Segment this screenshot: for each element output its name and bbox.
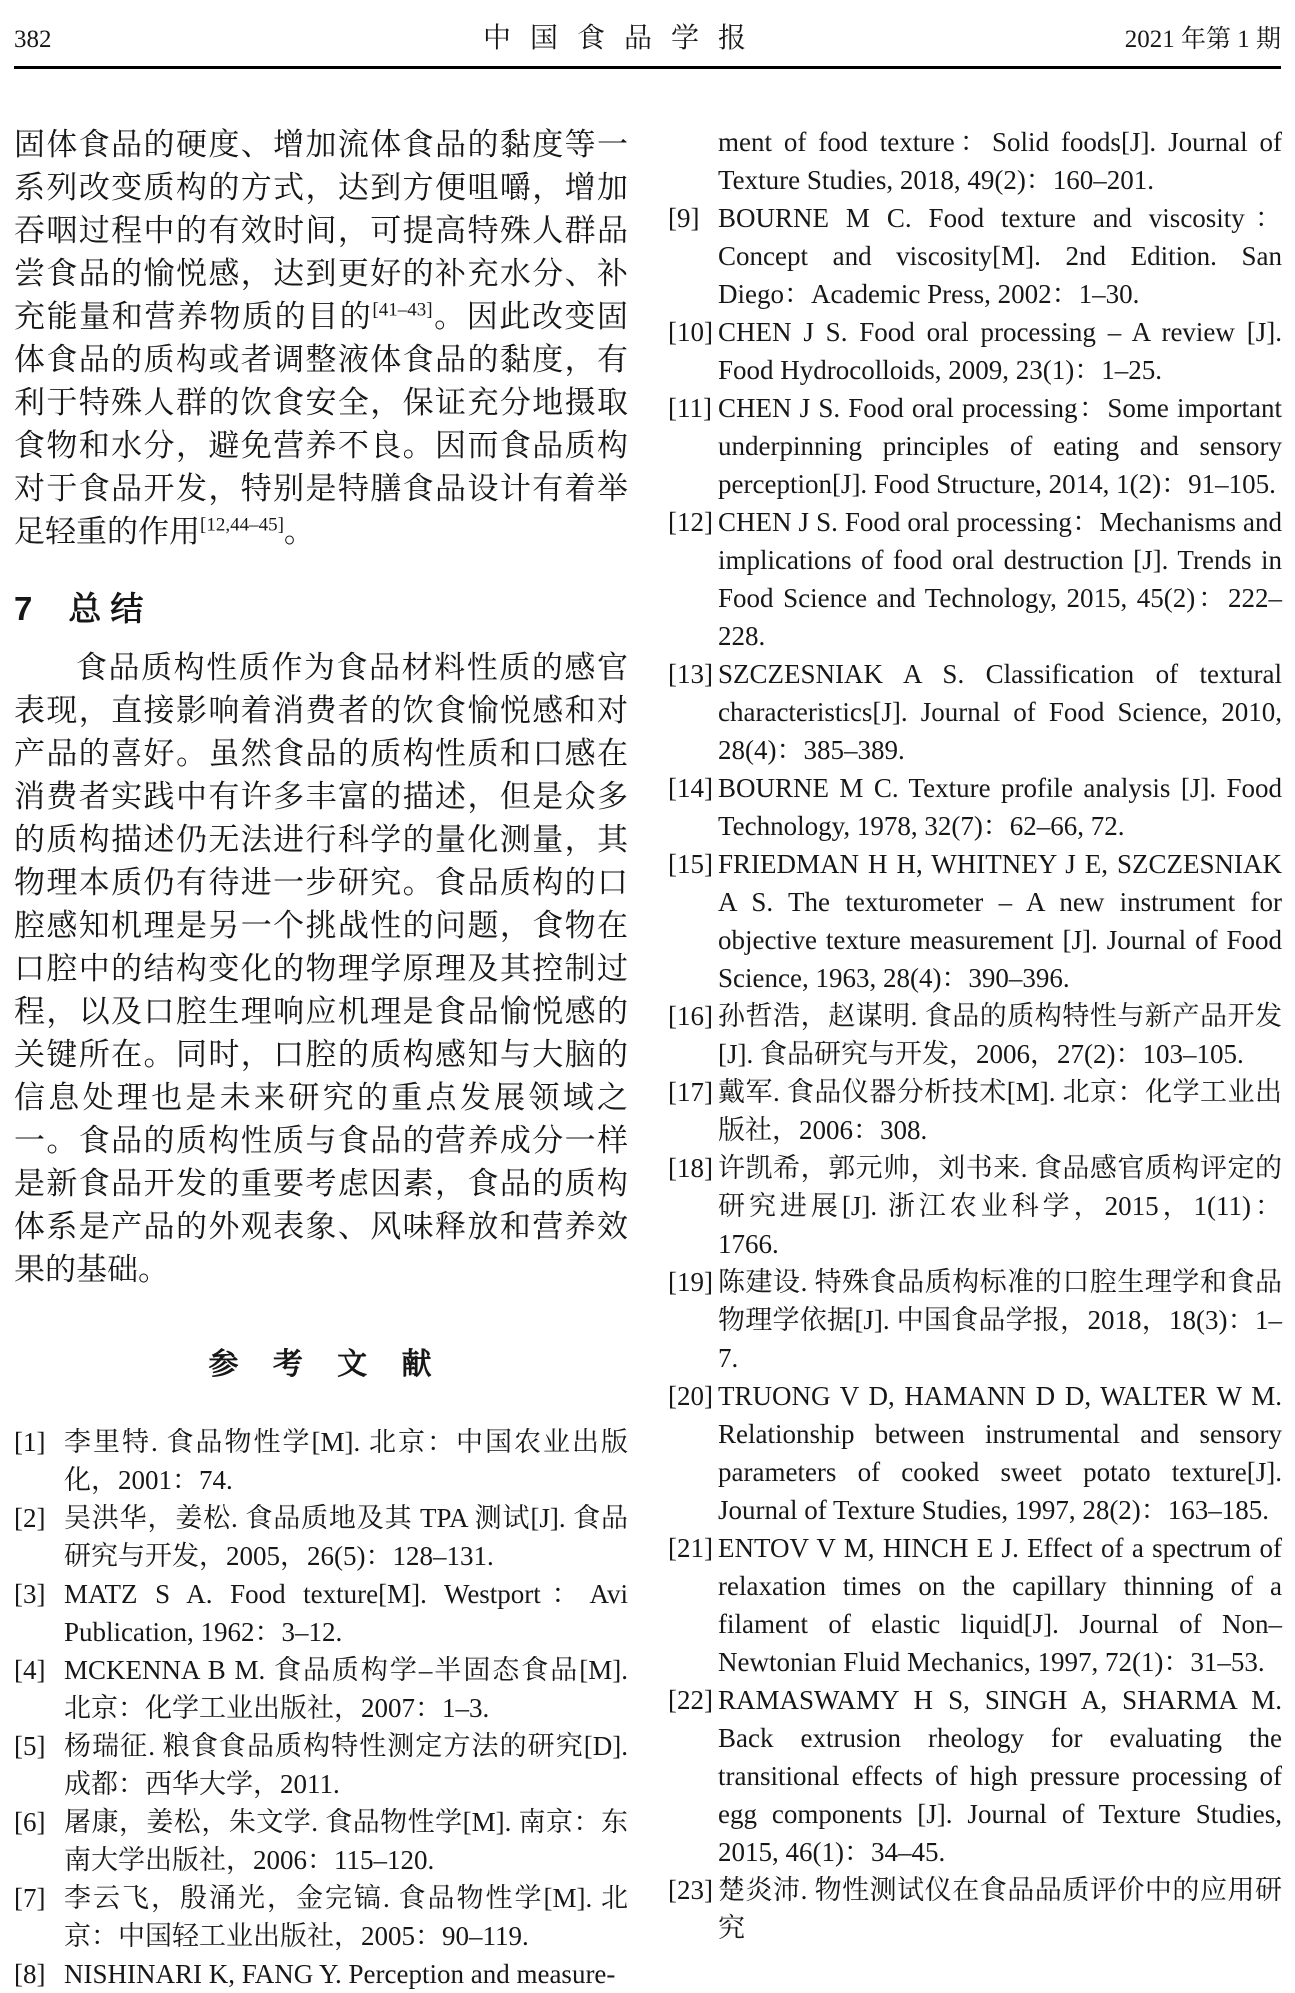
reference-text: RAMASWAMY H S, SINGH A, SHARMA M. Back extrusion rheology for evaluating the transitional effects of high pressure processing of egg components [J]. Journal of Texture Studies, 2015, 46(1)：34–45.: [718, 1685, 1282, 1867]
reference-text: 李云飞，殷涌光，金完镐. 食品物性学[M]. 北京：中国轻工业出版社，2005：90–119.: [64, 1883, 628, 1951]
reference-text: MATZ S A. Food texture[M]. Westport：Avi Publication, 1962：3–12.: [64, 1579, 628, 1647]
reference-text: ENTOV V M, HINCH E J. Effect of a spectrum of relaxation times on the capillary thinning of a filament of elastic liquid[J]. Journal of Non–Newtonian Fluid Mechanics, 1997, 72(1)：31–53.: [718, 1533, 1282, 1677]
reference-number: [4]: [14, 1655, 46, 1685]
reference-text: 吴洪华，姜松. 食品质地及其 TPA 测试[J]. 食品研究与开发，2005，26(5)：128–131.: [64, 1503, 628, 1571]
citation-superscript: [12,44–45]: [200, 514, 284, 536]
reference-text: CHEN J S. Food oral processing – A review [J]. Food Hydrocolloids, 2009, 23(1)：1–25.: [718, 317, 1282, 385]
page-number: 382: [14, 26, 52, 53]
reference-text: 戴军. 食品仪器分析技术[M]. 北京：化学工业出版社，2006：308.: [718, 1077, 1282, 1145]
reference-text: 楚炎沛. 物性测试仪在食品品质评价中的应用研究: [718, 1875, 1282, 1943]
reference-item: [668, 1529, 1282, 1681]
reference-item: [668, 1263, 1282, 1377]
reference-text: 陈建设. 特殊食品质构标准的口腔生理学和食品物理学依据[J]. 中国食品学报，2018，18(3)：1–7.: [718, 1267, 1282, 1373]
reference-item: [668, 655, 1282, 769]
paragraph-text: 。因此改变固体食品的质构或者调整液体食品的黏度，有利于特殊人群的饮食安全，保证充分地摄取食物和水分，避免营养不良。因而食品质构对于食品开发，特别是特膳食品设计有着举足轻重的作用: [14, 299, 629, 549]
reference-text: 许凯希，郭元帅，刘书来. 食品感官质构评定的研究进展[J]. 浙江农业科学，2015，1(11)：1766.: [718, 1153, 1282, 1259]
reference-number: [14]: [668, 773, 713, 803]
reference-item: [14, 1803, 628, 1879]
reference-number: [18]: [668, 1153, 713, 1183]
references-list-left: [14, 1423, 628, 1993]
right-column: [668, 123, 1282, 1993]
reference-text: MCKENNA B M. 食品质构学–半固态食品[M]. 北京：化学工业出版社，2007：1–3.: [64, 1655, 628, 1723]
reference-number: [11]: [668, 393, 712, 423]
section-title: 总结: [68, 590, 153, 627]
reference-text: 杨瑞征. 粮食食品质构特性测定方法的研究[D]. 成都：西华大学，2011.: [64, 1731, 628, 1799]
continuation-paragraph: [14, 123, 628, 553]
reference-number: [5]: [14, 1731, 46, 1761]
reference-number: [15]: [668, 849, 713, 879]
reference-number: [7]: [14, 1883, 46, 1913]
reference-number: [10]: [668, 317, 713, 347]
reference-text: ment of food texture：Solid foods[J]. Journal of Texture Studies, 2018, 49(2)：160–201.: [718, 127, 1282, 195]
reference-item: [668, 845, 1282, 997]
reference-item: [14, 1879, 628, 1955]
left-column: [14, 123, 628, 1993]
paragraph-text: 。: [283, 514, 315, 549]
reference-number: [3]: [14, 1579, 46, 1609]
reference-number: [13]: [668, 659, 713, 689]
journal-title: 中 国 食 品 学 报: [482, 23, 752, 54]
reference-item: [14, 1423, 628, 1499]
reference-item: [14, 1955, 628, 1993]
reference-text: FRIEDMAN H H, WHITNEY J E, SZCZESNIAK A S. The texturometer – A new instrument for objective texture measurement [J]. Journal of Food Science, 1963, 28(4)：390–396.: [718, 849, 1282, 993]
section-heading: [14, 583, 628, 630]
reference-item: [668, 769, 1282, 845]
references-heading: 参 考 文 献: [208, 1348, 434, 1381]
reference-number: [20]: [668, 1381, 713, 1411]
reference-item: [14, 1575, 628, 1651]
reference-item: [14, 1727, 628, 1803]
reference-number: [22]: [668, 1685, 713, 1715]
reference-text: BOURNE M C. Texture profile analysis [J]. Food Technology, 1978, 32(7)：62–66, 72.: [718, 773, 1282, 841]
reference-item: [668, 997, 1282, 1073]
reference-item: [668, 1871, 1282, 1947]
reference-text: BOURNE M C. Food texture and viscosity：Concept and viscosity[M]. 2nd Edition. San Diego：Academic Press, 2002：1–30.: [718, 203, 1282, 309]
paragraph-text: 固体食品的硬度、增加流体食品的黏度等一系列改变质构的方式，达到方便咀嚼，增加吞咽过程中的有效时间，可提高特殊人群品尝食品的愉悦感，达到更好的补充水分、补充能量和营养物质的目的: [14, 127, 628, 334]
reference-text: 孙哲浩，赵谋明. 食品的质构特性与新产品开发[J]. 食品研究与开发，2006，27(2)：103–105.: [718, 1001, 1282, 1069]
references-list-right: [668, 123, 1282, 1947]
reference-number: [16]: [668, 1001, 713, 1031]
reference-item: [668, 1377, 1282, 1529]
reference-number: [23]: [668, 1875, 713, 1905]
reference-text: TRUONG V D, HAMANN D D, WALTER W M. Relationship between instrumental and sensory parameters of cooked sweet potato texture[J]. Journal of Texture Studies, 1997, 28(2)：163–185.: [718, 1381, 1282, 1525]
reference-number: [9]: [668, 203, 700, 233]
summary-paragraph: 食品质构性质作为食品材料性质的感官表现，直接影响着消费者的饮食愉悦感和对产品的喜好。虽然食品的质构性质和口感在消费者实践中有许多丰富的描述，但是众多的质构描述仍无法进行科学的量化测量，其物理本质仍有待进一步研究。食品质构的口腔感知机理是另一个挑战性的问题，食物在口腔中的结构变化的物理学原理及其控制过程，以及口腔生理响应机理是食品愉悦感的关键所在。同时，口腔的质构感知与大脑的信息处理也是未来研究的重点发展领域之一。食品的质构性质与食品的营养成分一样是新食品开发的重要考虑因素，食品的质构体系是产品的外观表象、风味释放和营养效果的基础。: [14, 650, 628, 1287]
reference-item: [668, 1149, 1282, 1263]
reference-number: [12]: [668, 507, 713, 537]
reference-item: [668, 1681, 1282, 1871]
reference-text: 李里特. 食品物性学[M]. 北京：中国农业出版化，2001：74.: [64, 1427, 628, 1495]
reference-number: [6]: [14, 1807, 46, 1837]
reference-item: [668, 313, 1282, 389]
reference-item: [14, 1651, 628, 1727]
reference-item: [14, 1499, 628, 1575]
issue-label: 2021 年第 1 期: [1124, 26, 1281, 53]
reference-number: [8]: [14, 1959, 46, 1989]
reference-item: [668, 123, 1282, 199]
reference-text: NISHINARI K, FANG Y. Perception and measure-: [64, 1959, 616, 1989]
reference-item: [668, 389, 1282, 503]
reference-number: [1]: [14, 1427, 46, 1457]
reference-item: [668, 503, 1282, 655]
reference-number: [21]: [668, 1533, 713, 1563]
page-header: [0, 0, 1295, 64]
reference-number: [19]: [668, 1267, 713, 1297]
citation-superscript: [41–43]: [372, 299, 433, 321]
reference-text: CHEN J S. Food oral processing：Some important underpinning principles of eating and sensory perception[J]. Food Structure, 2014, 1(2)：91–105.: [718, 393, 1282, 499]
reference-item: [668, 1073, 1282, 1149]
reference-text: 屠康，姜松，朱文学. 食品物性学[M]. 南京：东南大学出版社，2006：115–120.: [64, 1807, 628, 1875]
reference-text: CHEN J S. Food oral processing：Mechanisms and implications of food oral destruction [J]. Trends in Food Science and Technology, 2015, 45(2)：222–228.: [718, 507, 1282, 651]
reference-text: SZCZESNIAK A S. Classification of textural characteristics[J]. Journal of Food Science, 2010, 28(4)：385–389.: [718, 659, 1282, 765]
section-number: 7: [14, 590, 33, 627]
reference-number: [2]: [14, 1503, 46, 1533]
reference-number: [17]: [668, 1077, 713, 1107]
page-body: [0, 69, 1295, 1993]
reference-item: [668, 199, 1282, 313]
